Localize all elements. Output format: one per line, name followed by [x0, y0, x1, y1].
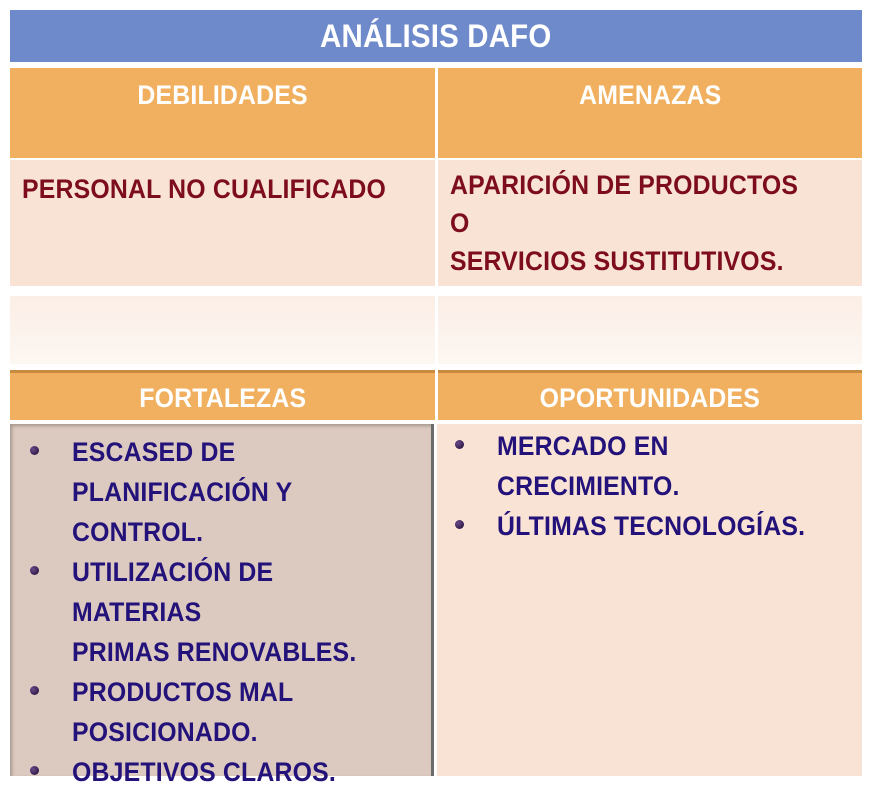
debilidades-header: DEBILIDADES	[10, 68, 435, 158]
page-title: ANÁLISIS DAFO	[10, 10, 862, 62]
bullet-icon	[455, 520, 464, 529]
bullet-icon	[30, 766, 39, 775]
list-item: MERCADO EN CRECIMIENTO.	[497, 426, 847, 506]
oportunidades-cell	[437, 424, 862, 776]
list-item: UTILIZACIÓN DE MATERIAS PRIMAS RENOVABLES.	[72, 552, 432, 672]
amenazas-line: SERVICIOS SUSTITUTIVOS.	[450, 246, 784, 276]
list-item: ESCASED DE PLANIFICACIÓN Y CONTROL.	[72, 432, 432, 552]
empty-cell-left	[10, 296, 435, 364]
amenazas-line: APARICIÓN DE PRODUCTOS O	[450, 170, 799, 238]
amenazas-cell	[438, 160, 862, 286]
list-item: PRODUCTOS MAL POSICIONADO.	[72, 672, 432, 752]
oportunidades-list	[497, 426, 847, 546]
debilidades-line: PERSONAL NO CUALIFICADO	[22, 174, 386, 204]
bullet-icon	[30, 686, 39, 695]
fortalezas-list	[72, 432, 432, 792]
bullet-icon	[30, 566, 39, 575]
list-item: ÚLTIMAS TECNOLOGÍAS.	[497, 506, 847, 546]
empty-cell-right	[438, 296, 862, 364]
fortalezas-header: FORTALEZAS	[10, 370, 435, 420]
bullet-icon	[30, 446, 39, 455]
list-item: OBJETIVOS CLAROS.	[72, 752, 432, 792]
debilidades-cell	[10, 160, 435, 286]
oportunidades-header: OPORTUNIDADES	[438, 370, 862, 420]
amenazas-header: AMENAZAS	[438, 68, 862, 158]
bullet-icon	[455, 440, 464, 449]
fortalezas-cell	[10, 424, 434, 787]
